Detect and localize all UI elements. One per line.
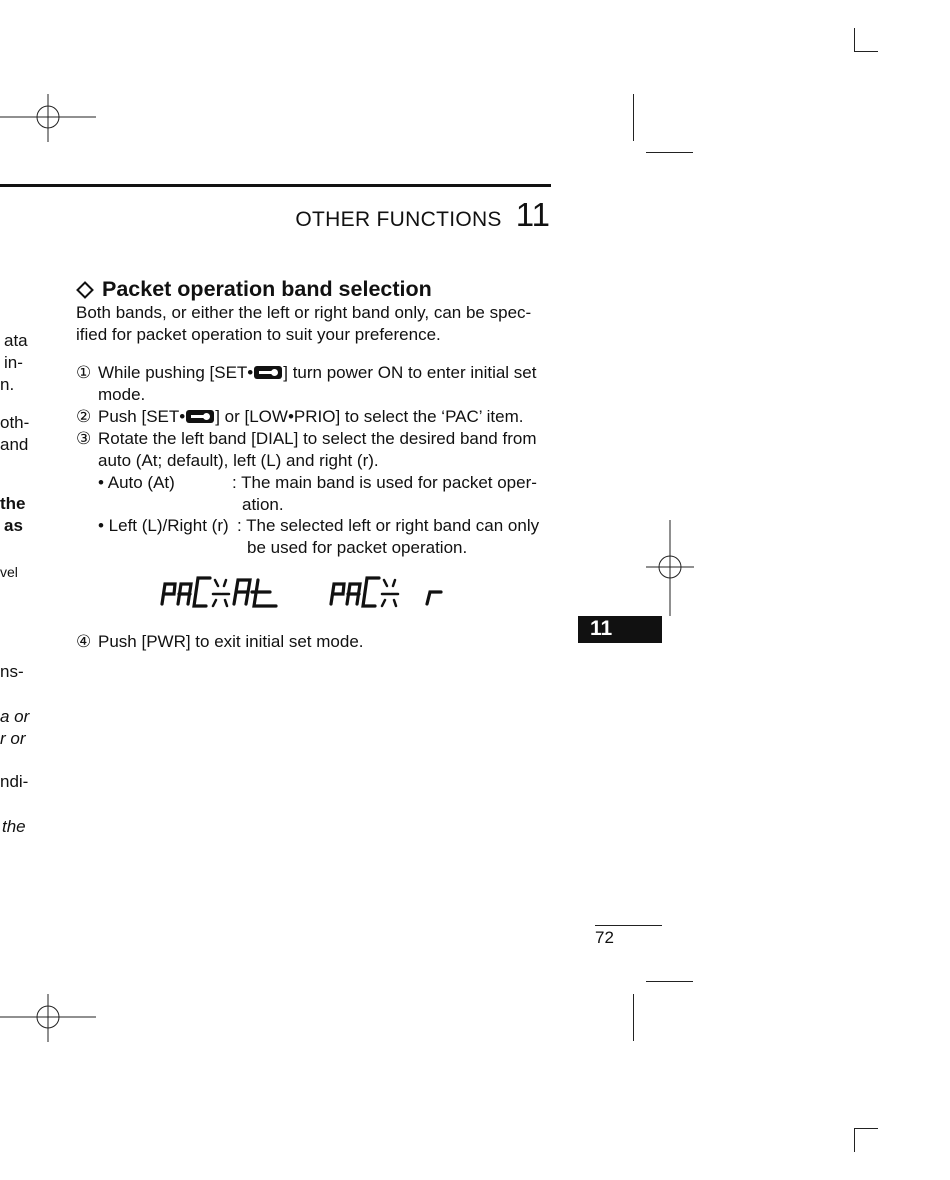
- option-label: • Auto (At): [98, 473, 175, 492]
- left-fragment: as: [4, 516, 23, 535]
- step-text: [98, 362, 556, 384]
- step-text: Push [PWR] to exit initial set mode.: [98, 632, 364, 651]
- option-desc-cont: be used for packet operation.: [247, 538, 468, 557]
- step-3: [76, 428, 556, 472]
- left-fragment: oth-: [0, 413, 30, 432]
- heading-text: Packet operation band selection: [102, 277, 432, 301]
- key-lock-icon: [186, 410, 214, 423]
- page-number-rule: [595, 925, 662, 926]
- step-text-part: ] turn power ON to enter initial set: [283, 363, 537, 382]
- left-fragment: the: [2, 817, 26, 836]
- chapter-tab-label: 11: [590, 617, 613, 640]
- option-desc: : The main band is used for packet oper-: [232, 473, 537, 492]
- section-heading: [76, 277, 432, 302]
- intro-line: Both bands, or either the left or right band only, can be spec-: [76, 303, 532, 322]
- step-text-part: ] or [LOW•PRIO] to select the ‘PAC’ item.: [215, 407, 524, 426]
- step-marker: ④: [76, 632, 92, 651]
- page-number: 72: [595, 928, 614, 947]
- step-text-part: While pushing [SET•: [98, 363, 254, 382]
- intro-line: ified for packet operation to suit your preference.: [76, 325, 441, 344]
- section-title: OTHER FUNCTIONS: [295, 208, 502, 231]
- step-text-part: Push [SET•: [98, 407, 186, 426]
- lcd-display-right: [327, 572, 451, 612]
- step-2: [76, 406, 556, 428]
- step-4: [76, 631, 556, 653]
- lcd-display-auto: [158, 572, 288, 612]
- section-number: 11: [515, 196, 550, 233]
- left-fragment: ndi-: [0, 772, 29, 791]
- left-fragment: a or: [0, 707, 30, 726]
- step-text: [98, 406, 556, 428]
- step-marker: ②: [76, 407, 92, 426]
- diamond-outline-icon: [76, 281, 94, 299]
- page-header: [295, 196, 550, 234]
- step-text: Rotate the left band [DIAL] to select the desired band from: [98, 429, 537, 448]
- option-desc-cont: ation.: [242, 495, 284, 514]
- step-1: [76, 362, 556, 406]
- step-marker: ③: [76, 429, 92, 448]
- left-fragment: ns-: [0, 662, 24, 681]
- left-page-fragments: [0, 0, 30, 1180]
- left-fragment: the: [0, 494, 26, 513]
- left-fragment: r or: [0, 729, 26, 748]
- intro-paragraph: [76, 302, 552, 346]
- step-text-cont: mode.: [98, 385, 146, 404]
- registration-mark-right: [646, 520, 694, 616]
- left-fragment: in-: [4, 353, 23, 372]
- left-fragment: vel: [0, 564, 18, 580]
- left-fragment: n.: [0, 375, 15, 394]
- left-fragment: and: [0, 435, 29, 454]
- header-rule: [0, 184, 551, 187]
- option-label: • Left (L)/Right (r): [98, 516, 229, 535]
- step-marker: ①: [76, 363, 92, 382]
- left-fragment: ata: [4, 331, 28, 350]
- option-desc: : The selected left or right band can only: [237, 516, 540, 535]
- chapter-tab: [578, 616, 662, 643]
- key-lock-icon: [254, 366, 282, 379]
- step-text-cont: auto (At; default), left (L) and right (r).: [98, 451, 379, 470]
